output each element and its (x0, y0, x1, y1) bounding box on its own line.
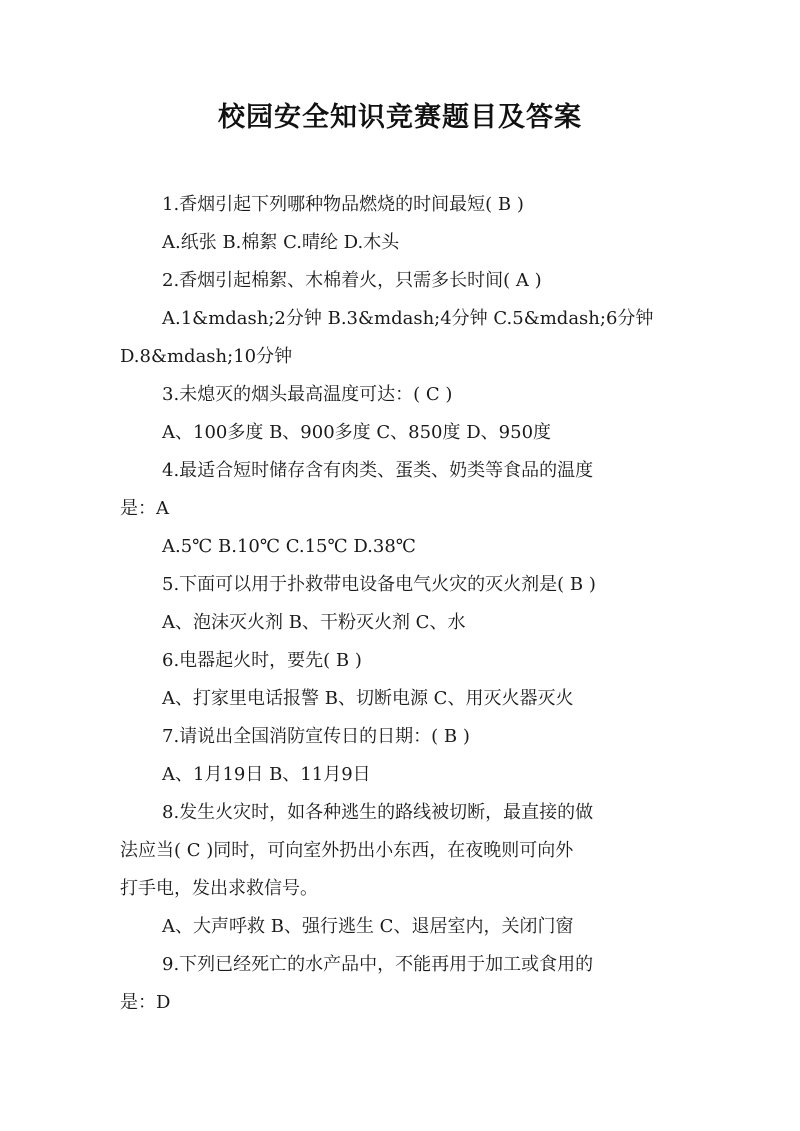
text-line: 4.最适合短时储存含有肉类、蛋类、奶类等食品的温度 (162, 460, 594, 481)
text-line: 打手电，发出求救信号。 (120, 878, 318, 899)
text-line: 6.电器起火时，要先( B ) (162, 650, 362, 671)
document-title: 校园安全知识竞赛题目及答案 (218, 102, 582, 133)
text-line: A、100多度 B、900多度 C、850度 D、950度 (162, 422, 552, 443)
text-line: 5.下面可以用于扑救带电设备电气火灾的灭火剂是( B ) (162, 574, 596, 595)
text-line: 3.未熄灭的烟头最高温度可达：( C ) (162, 384, 453, 405)
text-line: D.8&mdash;10分钟 (120, 346, 293, 367)
text-line: A.5℃ B.10℃ C.15℃ D.38℃ (162, 536, 416, 557)
text-line: A、大声呼救 B、强行逃生 C、退居室内，关闭门窗 (162, 916, 574, 937)
text-line: A、泡沫灭火剂 B、干粉灭火剂 C、水 (162, 612, 466, 633)
text-line: 9.下列已经死亡的水产品中，不能再用于加工或食用的 (162, 954, 594, 975)
document-body (120, 186, 683, 1022)
text-line: A、1月19日 B、11月9日 (162, 764, 371, 785)
text-line: 法应当( C )同时，可向室外扔出小东西，在夜晚则可向外 (120, 840, 574, 861)
text-line: 2.香烟引起棉絮、木棉着火，只需多长时间( A ) (162, 270, 542, 291)
text-line: 8.发生火灾时，如各种逃生的路线被切断，最直接的做 (162, 802, 594, 823)
text-line: A.纸张 B.棉絮 C.晴纶 D.木头 (162, 232, 400, 253)
text-line: 是：D (120, 992, 171, 1013)
text-line: A.1&mdash;2分钟 B.3&mdash;4分钟 C.5&mdash;6分钟 (162, 308, 654, 329)
text-line: 1.香烟引起下列哪种物品燃烧的时间最短( B ) (162, 194, 524, 215)
text-line: 7.请说出全国消防宣传日的日期：( B ) (162, 726, 470, 747)
text-line: A、打家里电话报警 B、切断电源 C、用灭火器灭火 (162, 688, 574, 709)
text-line: 是：A (120, 498, 169, 519)
